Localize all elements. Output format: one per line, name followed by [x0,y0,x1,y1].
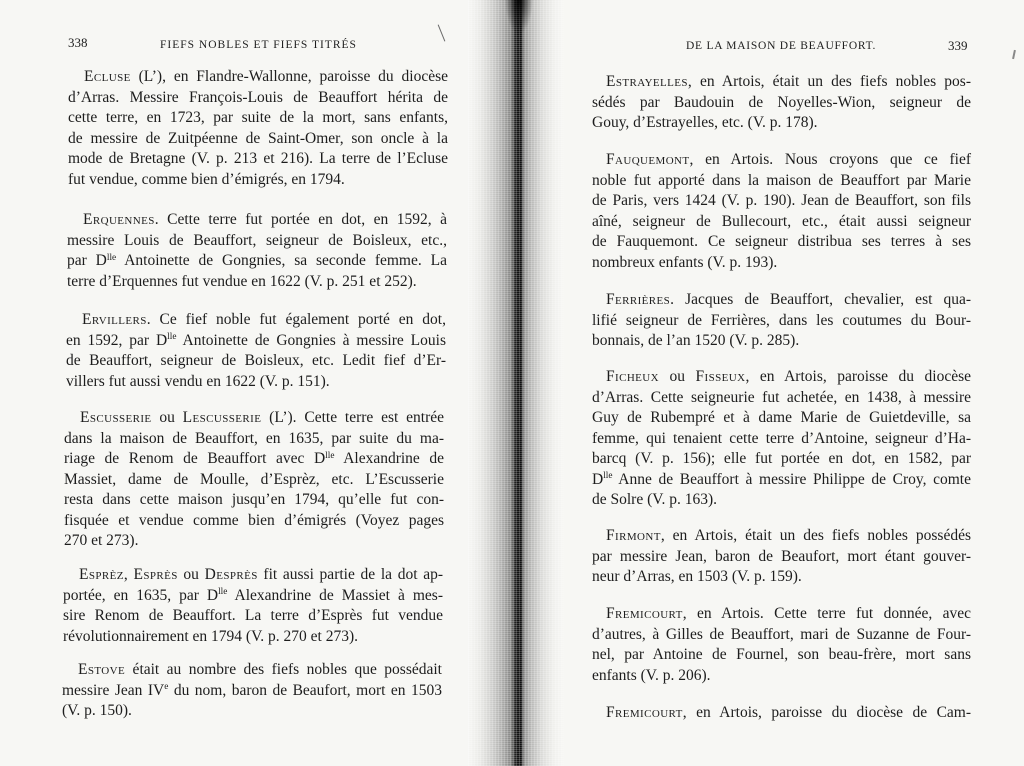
text-line: par messire Jean, baron de Beaufort, mort étant gouver- [592,547,971,565]
text-line: neur d’Arras, en 1503 (V. p. 159). [592,568,802,585]
entry-list [0,0,500,766]
right-page [512,0,1024,766]
text-run: (L’), en Flandre-Wallonne, paroisse du diocèse [130,68,448,85]
entry-ferrieres [592,290,971,352]
text-line: aîné, seigneur de Bullecourt, etc., était aussi seigneur [592,212,971,230]
text-line: barcq (V. p. 156); elle fut portée en dot, en 1582, par [592,450,971,467]
entry-term: Escusserie [80,409,152,426]
entry-term: Fremicourt [606,704,683,721]
text-line: révolutionnairement en 1794 (V. p. 270 et 273). [63,627,359,645]
text-line: sire Renom de Beauffort. La terre d’Esprès fut vendue [63,607,443,624]
entry-fauquemont [592,150,971,273]
text-line: messire Louis de Beauffort, seigneur de Boisleux, etc., [67,231,447,249]
text-line: nombreux enfants (V. p. 193). [592,253,778,271]
text-run: messire Jean IV [62,681,165,699]
text-run: Anne de Beauffort à messire Philippe de Croy, comte [612,470,971,488]
entry-firmont [592,526,971,588]
text-line: d’Arras. Messire François-Louis de Beauffort hérita de [68,88,448,106]
entry-term: Estove [78,661,126,678]
text-run: ou [151,409,183,426]
text-run: était au nombre des fiefs nobles que possédait [125,661,442,678]
text-line [66,331,446,352]
superscript-abbreviation: e [164,682,169,693]
text-line [592,367,971,388]
text-line: bonnais, de l’an 1520 (V. p. 285). [592,332,800,349]
text-line [66,310,446,331]
entry-term: Ferrières [606,291,671,308]
superscript-abbreviation: lle [603,471,613,482]
text-run: , en Artois. Nous croyons que ce fief [689,151,971,168]
text-line: d’autres, à Gilles de Beauffort, mari de Suzanne de Four- [592,625,971,643]
text-line [592,72,971,93]
entry-term: Fremicourt [606,605,683,622]
entry-term: Erquennes [83,211,155,228]
text-run: D [592,470,604,488]
entry-fremicourt [592,703,971,724]
entry-escusserie [64,408,444,552]
entry-term: Fauquemont [606,151,690,168]
text-line: de Beauffort, seigneur de Boisleux, etc. Ledit fief d’Er- [66,352,446,369]
entry-term: Ervillers [82,311,147,328]
text-run: du nom, baron de Beaufort, mort en 1503 [168,681,443,699]
entry-fremicourt [592,604,971,686]
text-line: Massiet, dame de Moulle, d’Esprèz, etc. L’Escusserie [64,470,444,488]
text-run: Alexandrine de [334,450,445,467]
superscript-abbreviation: lle [325,450,335,461]
entry-erquennes [67,210,447,292]
text-line: resta dans cette maison jusqu’en 1794, qu’elle fut con- [64,491,444,508]
entry-term: Ficheux [606,368,659,385]
text-line: d’Arras. Cette seigneurie fut achetée, en 1438, à messire [592,388,971,406]
text-line: mode de Bretagne (V. p. 213 et 216). La terre de l’Ecluse [68,150,448,167]
text-line: Gouy, d’Estrayelles, etc. (V. p. 178). [592,114,818,131]
text-run: ou [177,566,205,583]
text-run: (L’). Cette terre est entrée [261,409,444,426]
text-line: nel, par Antoine de Fournel, son beau-frère, mort sans [592,646,971,663]
entry-ecluse [68,67,448,190]
text-line [64,449,444,470]
text-line: enfants (V. p. 206). [592,666,711,684]
text-run: , en Artois, était un des fiefs nobles pos- [687,73,971,90]
text-line: femme, qui tenaient cette terre d’Antoine, seigneur d’Ha- [592,429,971,447]
entry-term: Ecluse [84,68,131,85]
text-line: sédés par Baudouin de Noyelles-Wion, seigneur de [592,93,971,111]
text-run: , en Artois, était un des fiefs nobles possédés [660,527,971,544]
superscript-abbreviation: lle [218,587,228,598]
running-head: FIEFS NOBLES ET FIEFS TITRÉS [160,39,357,51]
text-run: en 1592, par D [66,331,168,349]
entry-term: Esprès [133,566,178,583]
entry-term: Lescusserie [182,409,262,426]
entry-term: Firmont [606,527,661,544]
text-run: , en Artois, paroisse du diocèse [745,368,972,385]
text-line: fut vendue, comme bien d’émigrés, en 1794. [68,170,345,188]
text-run: . Cette terre fut portée en dot, en 1592, à [154,211,447,228]
text-line [63,586,443,607]
text-line: dans la maison de Beauffort, en 1635, par suite du ma- [64,429,444,447]
text-line: de messire de Zuitpéenne de Saint-Omer, son oncle à la [68,129,448,147]
text-run: , [123,566,134,583]
text-line [592,290,971,311]
text-line [592,604,971,625]
superscript-abbreviation: lle [167,332,177,343]
text-line [63,565,443,586]
text-line: de Paris, vers 1424 (V. p. 190). Jean de Beauffort, son fils [592,192,971,209]
entry-ficheux [592,367,971,511]
text-run: par D [67,252,107,269]
entry-estove [62,660,442,722]
entry-term: Fisseux [695,368,746,385]
text-line: villers fut aussi vendu en 1622 (V. p. 151). [66,372,330,390]
text-line: Guy de Rubempré et à dame Marie de Guietdeville, sa [592,409,971,426]
text-line [67,251,447,272]
entry-estrayelles [592,72,971,134]
text-line [62,660,442,681]
text-line [592,150,971,171]
text-run: Antoinette de Gongnies, sa seconde femme. La [116,252,447,269]
page-number: 339 [948,38,968,53]
text-line: lifié seigneur de Ferrières, dans les coutumes du Bour- [592,311,971,329]
left-page [0,0,500,766]
text-run: , en Artois. Cette terre fut donnée, avec [682,605,971,622]
text-run: . Jacques de Beauffort, chevalier, est qua- [670,291,971,308]
text-line: (V. p. 150). [62,702,132,719]
text-line [68,67,448,88]
text-run: Antoinette de Gongnies à messire Louis [176,331,446,349]
text-line [67,210,447,231]
text-run: fit aussi partie de la dot ap- [257,566,443,583]
text-run: ou [658,368,696,385]
text-line [592,470,971,491]
text-line [592,703,971,724]
text-line: terre d’Erquennes fut vendue en 1622 (V. p. 251 et 252). [67,272,417,290]
text-line: de Solre (V. p. 163). [592,491,717,508]
entry-term: Desprès [204,566,258,583]
running-head: DE LA MAISON DE BEAUFFORT. [686,40,877,52]
text-line: fisquée et vendue comme bien d’émigrés (Voyez pages [64,511,444,529]
text-line: noble fut apporté dans la maison de Beauffort par Marie [592,171,971,189]
page-number: 338 [68,35,88,50]
text-line: de Fauquemont. Ce seigneur distribua ses terres à ses [592,233,971,250]
text-run: portée, en 1635, par D [63,586,219,604]
entry-list [512,0,1024,766]
text-line [62,681,442,702]
entry-ervillers [66,310,446,392]
text-run: . Ce fief noble fut également porté en dot, [146,311,446,328]
text-line: cette terre, en 1723, par suite de la mort, sans enfants, [68,109,448,126]
text-line [64,408,444,429]
superscript-abbreviation: lle [106,252,117,263]
entry-esprez [63,565,443,647]
text-line [592,526,971,547]
entry-term: Estrayelles [606,73,688,90]
text-run: riage de Renom de Beauffort avec D [64,450,326,467]
text-line: 270 et 273). [64,532,139,549]
text-run: , en Artois, paroisse du diocèse de Cam- [682,704,971,721]
text-run: Alexandrine de Massiet à mes- [227,586,443,604]
entry-term: Esprèz [79,566,124,583]
